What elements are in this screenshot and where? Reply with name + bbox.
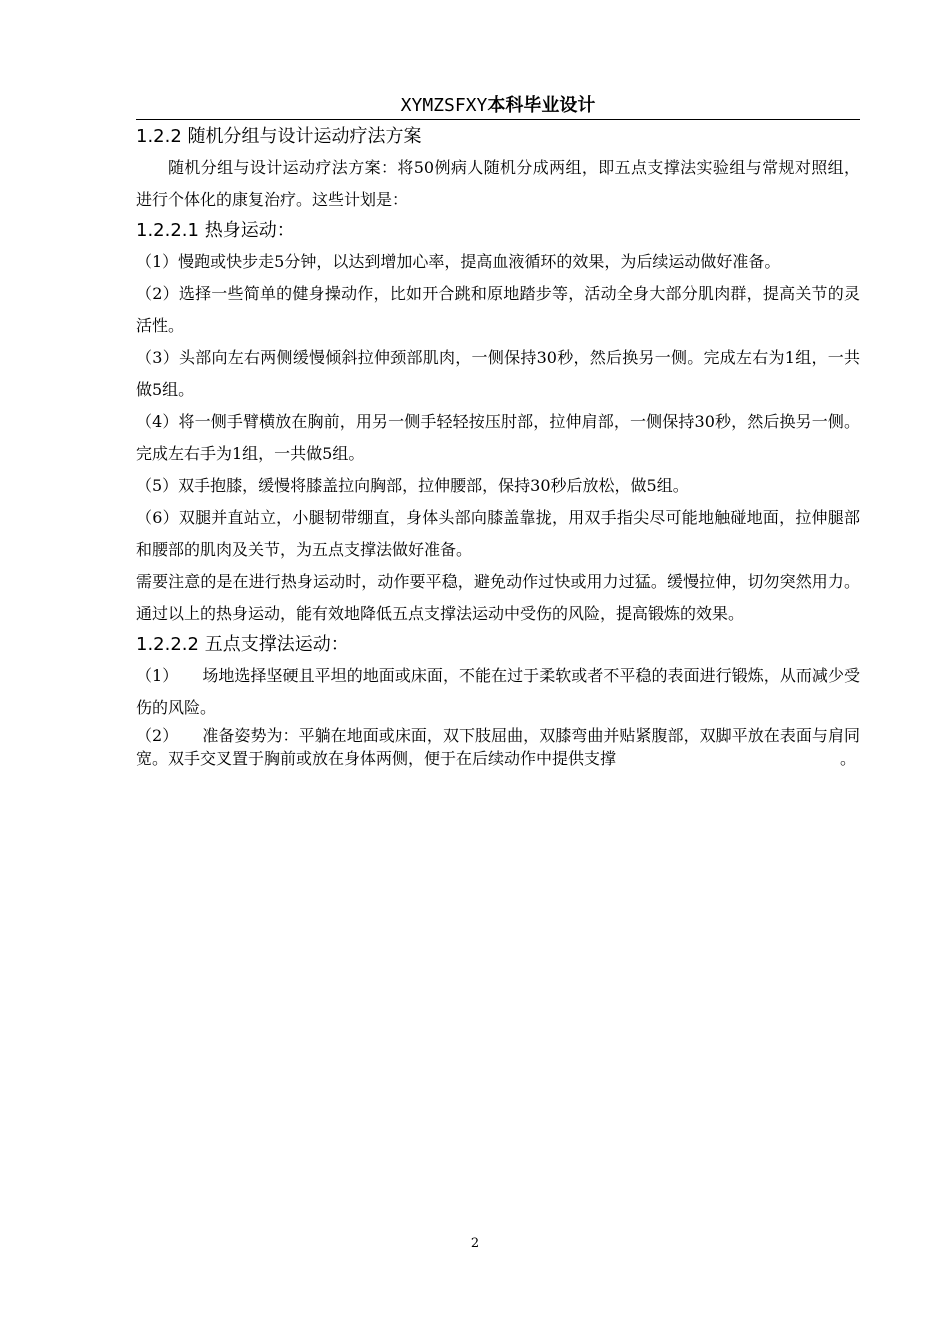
five-point-item-2-number: （2）	[136, 726, 179, 745]
document-body	[136, 122, 860, 770]
page-number: 2	[470, 1236, 480, 1251]
heading-1-2-2-2: 1.2.2.2 五点支撑法运动：	[136, 634, 349, 655]
five-point-item-2	[136, 724, 860, 770]
intro-paragraph: 随机分组与设计运动疗法方案：将50例病人随机分成两组，即五点支撑法实验组与常规对照组，进行个体化的康复治疗。这些计划是：	[136, 158, 860, 209]
five-point-item-2-end: 。	[839, 749, 856, 768]
five-point-item-1	[136, 660, 860, 724]
warmup-item-2: （2）选择一些简单的健身操动作，比如开合跳和原地踏步等，活动全身大部分肌肉群，提高关节的灵活性。	[136, 284, 860, 335]
warmup-note: 需要注意的是在进行热身运动时，动作要平稳，避免动作过快或用力过猛。缓慢拉伸，切勿突然用力。通过以上的热身运动，能有效地降低五点支撑法运动中受伤的风险，提高锻炼的效果。	[136, 572, 860, 623]
warmup-item-6: （6）双腿并直站立，小腿韧带绷直，身体头部向膝盖靠拢，用双手指尖尽可能地触碰地面，拉伸腿部和腰部的肌肉及关节，为五点支撑法做好准备。	[136, 508, 860, 559]
header-title-latin: XYMZSFXY	[400, 95, 488, 116]
warmup-item-4: （4）将一侧手臂横放在胸前，用另一侧手轻轻按压肘部，拉伸肩部，一侧保持30秒，然后换另一侧。完成左右手为1组，一共做5组。	[136, 412, 860, 463]
header-title	[401, 95, 596, 116]
page-header	[136, 94, 860, 120]
heading-1-2-2: 1.2.2 随机分组与设计运动疗法方案	[136, 126, 422, 147]
five-point-item-2-text: 准备姿势为：平躺在地面或床面，双下肢屈曲，双膝弯曲并贴紧腹部，双脚平放在表面与肩同宽。双手交叉置于胸前或放在身体两侧，便于在后续动作中提供支撑	[136, 726, 860, 768]
warmup-item-1: （1）慢跑或快步走5分钟，以达到增加心率，提高血液循环的效果，为后续运动做好准备。	[136, 252, 781, 271]
five-point-item-1-number: （1）	[136, 666, 179, 685]
header-title-cn: 本科毕业设计	[487, 95, 596, 116]
five-point-item-1-text: 场地选择坚硬且平坦的地面或床面，不能在过于柔软或者不平稳的表面进行锻炼，从而减少受伤的风险。	[136, 666, 860, 717]
heading-1-2-2-1: 1.2.2.1 热身运动：	[136, 220, 295, 241]
warmup-item-5: （5）双手抱膝，缓慢将膝盖拉向胸部，拉伸腰部，保持30秒后放松，做5组。	[136, 476, 689, 495]
warmup-item-3: （3）头部向左右两侧缓慢倾斜拉伸颈部肌肉，一侧保持30秒，然后换另一侧。完成左右为1组，一共做5组。	[136, 348, 860, 399]
